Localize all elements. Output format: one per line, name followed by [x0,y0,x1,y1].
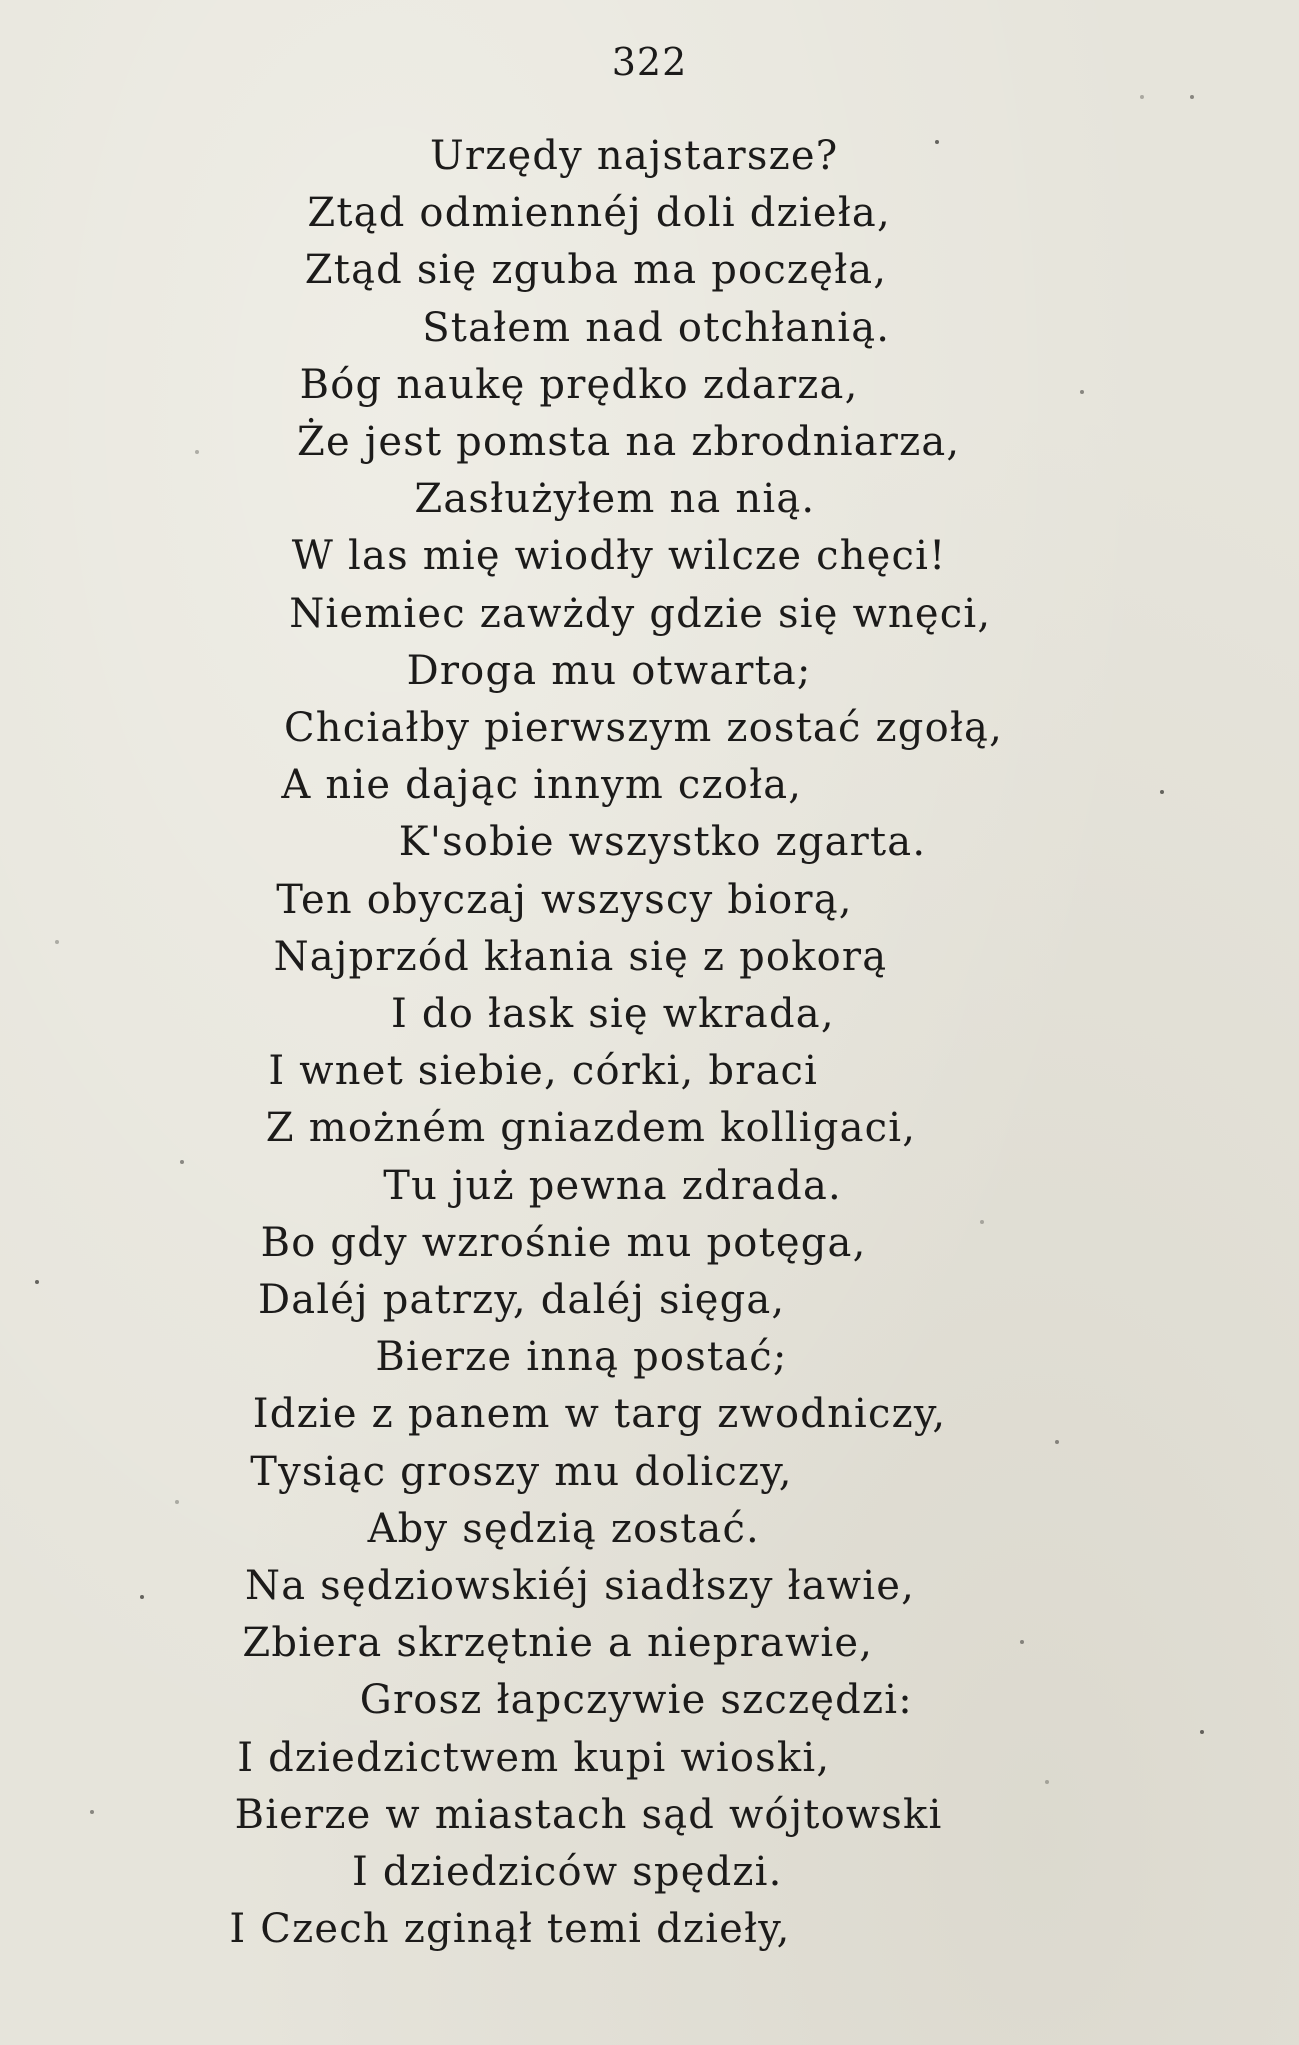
poem-line: Chciałby pierwszym zostać zgołą, [284,705,1003,751]
paper-speck [1190,95,1194,99]
poem-line: Ztąd odmiennéj doli dzieła, [307,190,891,237]
paper-speck [980,1220,984,1224]
paper-speck [1055,1440,1059,1444]
poem-line: Droga mu otwarta; [406,647,812,694]
poem-line: Idzie z panem w targ zwodniczy, [252,1391,947,1438]
poem-line: Bierze inną postać; [375,1334,788,1381]
poem-line: I wnet siebie, córki, braci [268,1048,819,1095]
poem-line: Grosz łapczywie szczędzi: [359,1677,913,1724]
poem-line: Stałem nad otchłanią. [422,304,891,351]
paper-speck [140,1595,144,1599]
poem-line: Bierze w miastach sąd wójtowski [234,1791,943,1838]
poem-line: I do łask się wkrada, [391,991,835,1037]
poem-line: Daléj patrzy, daléj sięga, [258,1277,786,1323]
paper-speck [180,1160,184,1164]
paper-speck [195,450,199,454]
poem-line: I Czech zginął temi dzieły, [229,1906,791,1953]
paper-speck [55,940,59,944]
page-number: 322 [611,40,688,84]
poem-line: Najprzód kłania się z pokorą [273,933,888,980]
paper-speck [1160,790,1164,794]
paper-speck [1020,1640,1024,1644]
paper-speck [1045,1780,1049,1784]
poem-line: Aby sędzią zostać. [367,1505,760,1552]
poem-line: Urzędy najstarsze? [430,133,839,179]
poem-line: Na sędziowskiéj siadłszy ławie, [245,1563,915,1609]
poem-line: Niemiec zawżdy gdzie się wnęci, [289,590,992,637]
poem-line: Zbiera skrzętnie a nieprawie, [242,1620,874,1667]
poem-line: Bóg naukę prędko zdarza, [299,361,859,408]
paper-speck [1140,95,1144,99]
poem-line: A nie dając innym czoła, [281,762,803,809]
paper-speck [1080,390,1084,394]
paper-speck [935,140,939,144]
poem-line: K'sobie wszystko zgarta. [398,819,927,866]
poem-line: Tu już pewna zdrada. [383,1162,842,1209]
paper-speck [175,1500,179,1504]
poem-line: Ztąd się zguba ma poczęła, [304,247,888,294]
poem-line: Ten obyczaj wszyscy biorą, [276,876,853,923]
paper-speck [1200,1730,1204,1734]
poem-line: Że jest pomsta na zbrodniarza, [297,419,961,465]
paper-speck [35,1280,39,1284]
poem-line: Tysiąc groszy mu doliczy, [250,1448,793,1495]
poem-line: I dziedzictwem kupi wioski, [237,1734,831,1781]
poem-line: Z możném gniazdem kolligaci, [265,1105,917,1152]
paper-speck [90,1810,94,1814]
poem-line: I dziedziców spędzi. [352,1849,783,1895]
poem-line: Zasłużyłem na nią. [414,476,816,523]
poem-line: Bo gdy wzrośnie mu potęga, [260,1219,867,1266]
poem-line: W las mię wiodły wilcze chęci! [291,533,947,580]
